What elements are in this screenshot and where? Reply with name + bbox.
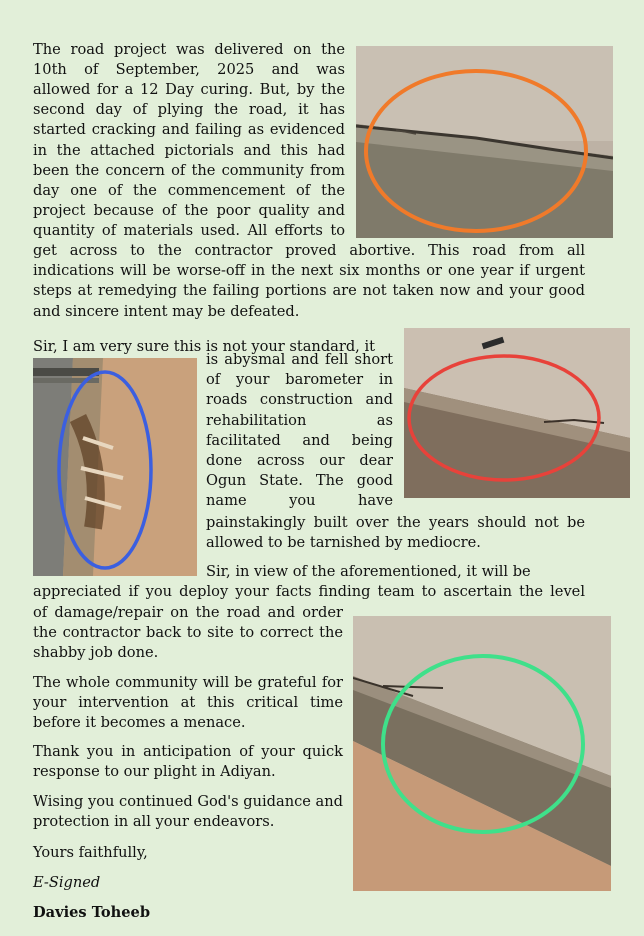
text-line: is abysmal and fell short (206, 351, 393, 368)
text-line: in the attached pictorials and this had (33, 141, 345, 159)
text-line: started cracking and failing as evidenced (33, 121, 345, 139)
text-line: done across our dear (206, 452, 393, 469)
paragraph-1-tail: get across to the contractor proved abortive. This road from all indications will be worse-off in the next six months or one year if urgent steps at remedying the failing portions are not taken now and your good and sincere intent may be defeated. (33, 242, 585, 320)
text-line: shabby job done. (33, 644, 159, 662)
text-line: rehabilitation as (206, 411, 393, 429)
paragraph-2-first: Sir, I am very sure this is not your standard, it (33, 338, 375, 355)
text-line: of damage/repair on the road and order (33, 604, 343, 621)
text-line: the contractor back to site to correct the (33, 624, 343, 642)
text-line: facilitated and being (206, 431, 393, 449)
text-line: The road project was delivered on the (33, 41, 345, 58)
paragraph-3-wide: appreciated if you deploy your facts finding team to ascertain the level (33, 583, 585, 600)
text-line: project because of the poor quality and (33, 201, 345, 219)
road-crack-photo-1 (356, 46, 613, 238)
text-line: quantity of materials used. All efforts to (33, 221, 345, 239)
text-line: 10th of September, 2025 and was (33, 61, 345, 79)
paragraph-2-tail: painstakingly built over the years should not be allowed to be tarnished by mediocre. (206, 514, 585, 552)
closing-line: Yours faithfully, (33, 844, 148, 861)
paragraph-4: The whole community will be grateful for your intervention at this critical time before it becomes a menace. (33, 674, 343, 732)
text-line: allowed for a 12 Day curing. But, by the (33, 81, 345, 99)
text-line: name you have (206, 492, 393, 510)
text-line: been the concern of the community from (33, 161, 345, 179)
text-line: roads construction and (206, 391, 393, 409)
text-line: day one of the commencement of the (33, 181, 345, 199)
text-line: of your barometer in (206, 371, 393, 389)
text-line: Ogun State. The good (206, 472, 393, 490)
signature: E-Signed (33, 874, 101, 891)
paragraph-3-first: Sir, in view of the aforementioned, it will be (206, 563, 531, 580)
road-crack-photo-2 (404, 328, 630, 498)
text-line: second day of plying the road, it has (33, 101, 345, 119)
drain-damage-photo (33, 358, 197, 576)
signatory-name: Davies Toheeb (33, 904, 151, 921)
kerb-crack-photo (353, 616, 611, 891)
paragraph-6: Wising you continued God's guidance and protection in all your endeavors. (33, 793, 343, 831)
paragraph-5: Thank you in anticipation of your quick response to our plight in Adiyan. (33, 743, 343, 781)
